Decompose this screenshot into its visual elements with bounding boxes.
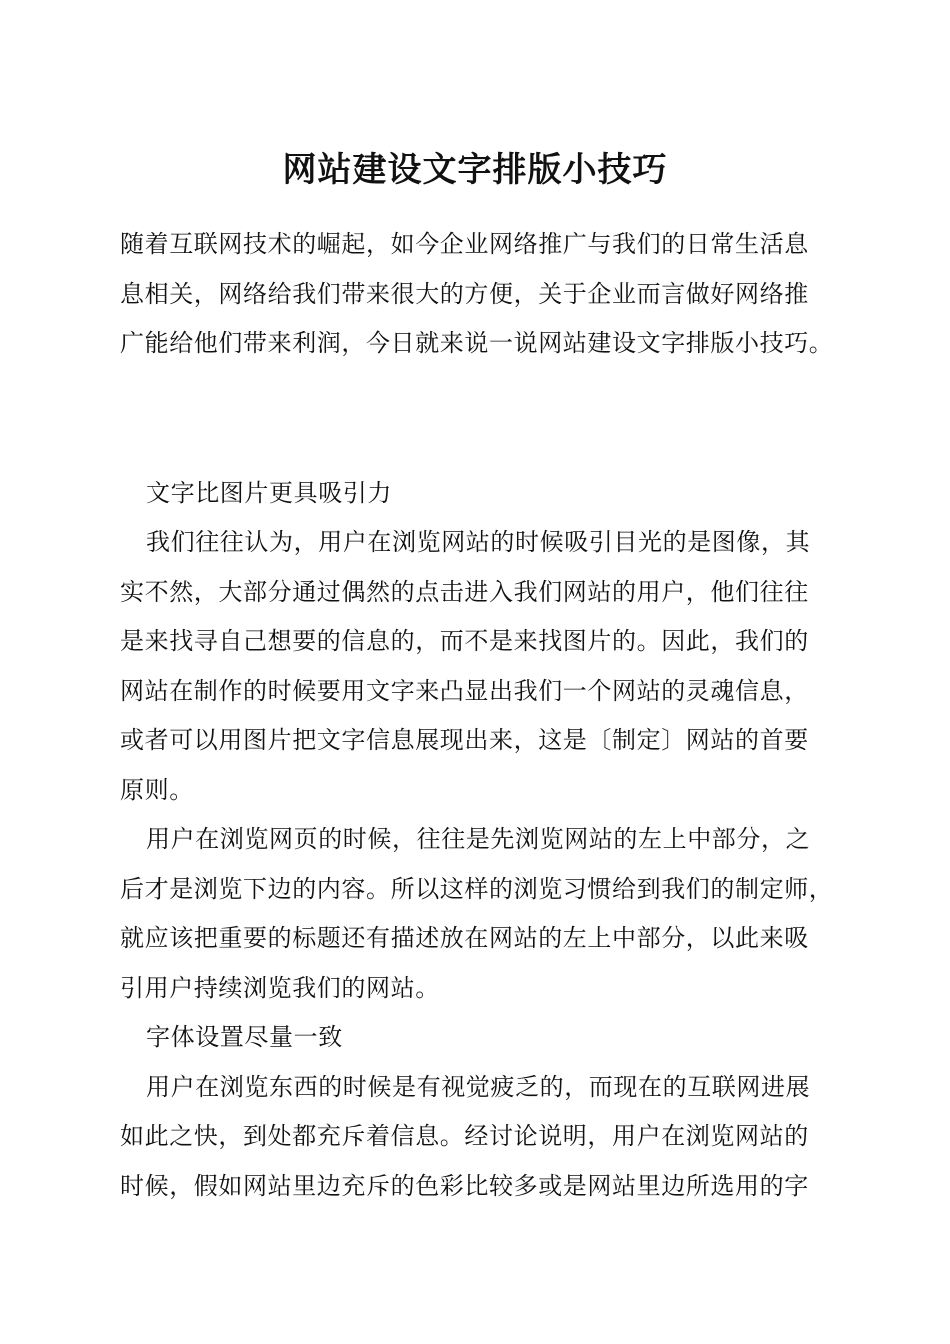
text-line: 就应该把重要的标题还有描述放在网站的左上中部分，以此来吸 bbox=[120, 924, 809, 952]
document-body bbox=[120, 220, 840, 1211]
text-line: 实不然，大部分通过偶然的点击进入我们网站的用户，他们往往 bbox=[120, 577, 809, 606]
section2-paragraph-1 bbox=[120, 1063, 840, 1212]
section1-paragraph-1 bbox=[120, 518, 840, 815]
text-line: 我们往往认为，用户在浏览网站的时候吸引目光的是图像，其 bbox=[146, 528, 811, 556]
spacer bbox=[120, 369, 840, 469]
text-line: 如此之快，到处都充斥着信息。经讨论说明，用户在浏览网站的 bbox=[120, 1122, 809, 1150]
section-heading: 文字比图片更具吸引力 bbox=[146, 478, 392, 507]
text-line: 用户在浏览网页的时候，往往是先浏览网站的左上中部分，之 bbox=[146, 825, 811, 853]
intro-paragraph bbox=[120, 220, 840, 369]
text-line: 随着互联网技术的崛起，如今企业网络推广与我们的日常生活息 bbox=[120, 230, 809, 258]
text-line: 时候，假如网站里边充斥的色彩比较多或是网站里边所选用的字 bbox=[120, 1171, 809, 1200]
section1-paragraph-2 bbox=[120, 815, 840, 1013]
text-line: 或者可以用图片把文字信息展现出来，这是〔制定〕网站的首要 bbox=[120, 726, 809, 754]
page-title: 网站建设文字排版小技巧 bbox=[282, 150, 668, 190]
text-line: 后才是浏览下边的内容。所以这样的浏览习惯给到我们的制定师， bbox=[120, 874, 834, 903]
text-line: 用户在浏览东西的时候是有视觉疲乏的，而现在的互联网进展 bbox=[146, 1072, 811, 1101]
text-line: 广能给他们带来利润，今日就来说一说网站建设文字排版小技巧。 bbox=[120, 329, 834, 357]
text-line: 是来找寻自己想要的信息的，而不是来找图片的。因此，我们的 bbox=[120, 627, 809, 655]
text-line: 原则。 bbox=[120, 775, 194, 804]
text-line: 引用户持续浏览我们的网站。 bbox=[120, 973, 440, 1002]
section-heading: 字体设置尽量一致 bbox=[146, 1023, 343, 1051]
text-line: 网站在制作的时候要用文字来凸显出我们一个网站的灵魂信息， bbox=[120, 676, 809, 705]
text-line: 息相关，网络给我们带来很大的方便，关于企业而言做好网络推 bbox=[120, 279, 809, 308]
